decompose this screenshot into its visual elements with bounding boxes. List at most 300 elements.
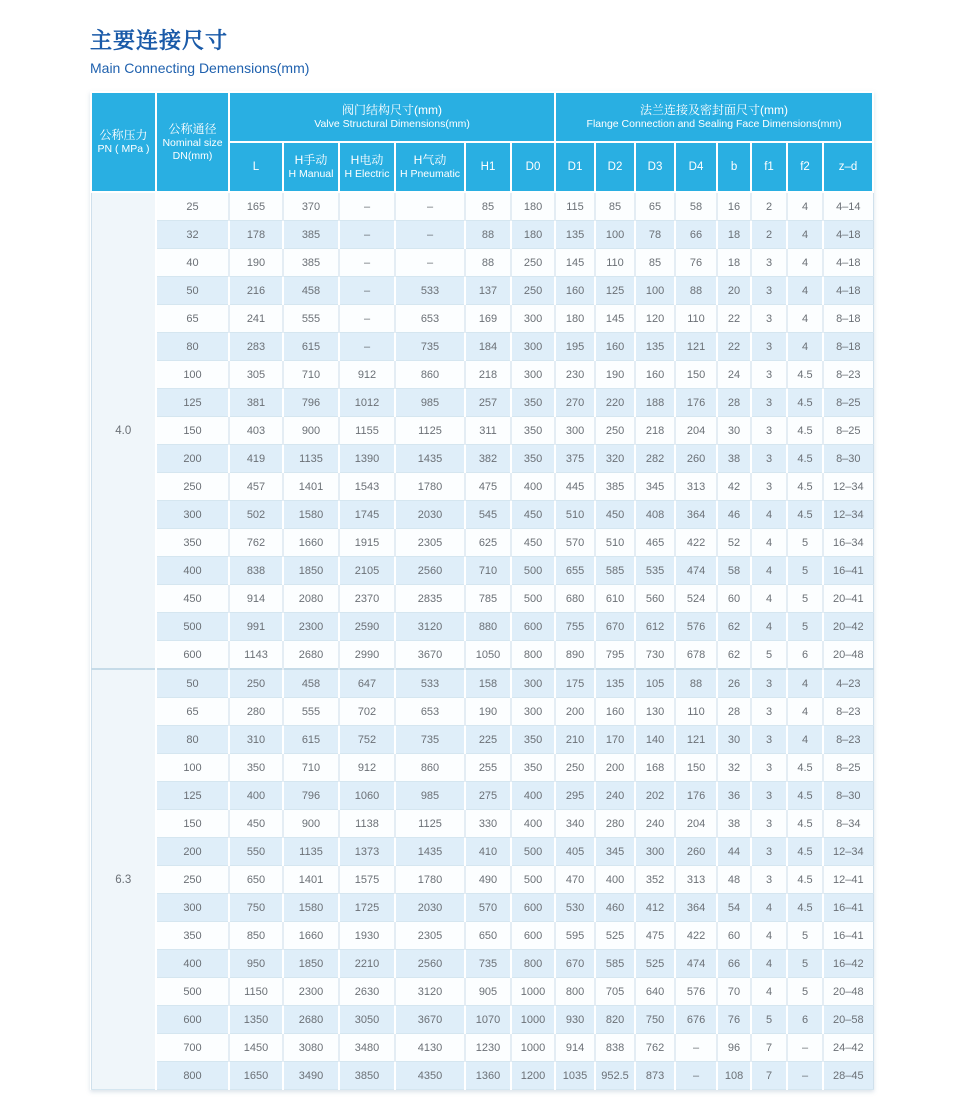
dn-cell: 200: [156, 838, 229, 866]
value-cell: 535: [635, 557, 675, 585]
value-cell: 4: [787, 726, 823, 754]
value-cell: 653: [395, 698, 465, 726]
value-cell: 4: [751, 950, 787, 978]
value-cell: 458: [283, 669, 339, 698]
value-cell: 305: [229, 361, 283, 389]
value-cell: 169: [465, 305, 511, 333]
value-cell: 28–45: [823, 1062, 873, 1090]
value-cell: 255: [465, 754, 511, 782]
dn-cell: 125: [156, 389, 229, 417]
value-cell: 1660: [283, 922, 339, 950]
value-cell: 490: [465, 866, 511, 894]
value-cell: 385: [283, 221, 339, 249]
value-cell: 204: [675, 417, 717, 445]
value-cell: 710: [283, 361, 339, 389]
value-cell: 28: [717, 698, 751, 726]
value-cell: 16–41: [823, 557, 873, 585]
table-row: [91, 838, 873, 866]
value-cell: 5: [787, 613, 823, 641]
value-cell: 105: [635, 669, 675, 698]
value-cell: 705: [595, 978, 635, 1006]
value-cell: 190: [595, 361, 635, 389]
value-cell: 16–41: [823, 922, 873, 950]
value-cell: 300: [511, 698, 555, 726]
value-cell: 912: [339, 361, 395, 389]
value-cell: 135: [555, 221, 595, 249]
value-cell: 408: [635, 501, 675, 529]
dn-cell: 400: [156, 950, 229, 978]
value-cell: 3050: [339, 1006, 395, 1034]
value-cell: 450: [595, 501, 635, 529]
value-cell: 218: [465, 361, 511, 389]
value-cell: 85: [595, 192, 635, 221]
value-cell: 752: [339, 726, 395, 754]
value-cell: –: [787, 1034, 823, 1062]
value-cell: 3: [751, 445, 787, 473]
value-cell: 400: [229, 782, 283, 810]
header-col-h-pneumatic: [395, 142, 465, 192]
value-cell: 585: [595, 950, 635, 978]
value-cell: 4.5: [787, 389, 823, 417]
value-cell: 24: [717, 361, 751, 389]
value-cell: 4130: [395, 1034, 465, 1062]
value-cell: 30: [717, 417, 751, 445]
table-row: [91, 613, 873, 641]
value-cell: 3: [751, 417, 787, 445]
value-cell: 218: [635, 417, 675, 445]
dn-cell: 25: [156, 192, 229, 221]
value-cell: 320: [595, 445, 635, 473]
header-col-d3-label: D3: [647, 161, 663, 173]
value-cell: 475: [635, 922, 675, 950]
value-cell: 502: [229, 501, 283, 529]
value-cell: 670: [555, 950, 595, 978]
value-cell: 2030: [395, 501, 465, 529]
value-cell: 702: [339, 698, 395, 726]
value-cell: 160: [555, 277, 595, 305]
value-cell: 4: [751, 922, 787, 950]
dn-cell: 800: [156, 1062, 229, 1090]
value-cell: –: [675, 1034, 717, 1062]
value-cell: 470: [555, 866, 595, 894]
value-cell: 905: [465, 978, 511, 1006]
value-cell: 20–48: [823, 641, 873, 670]
value-cell: 300: [511, 669, 555, 698]
value-cell: 260: [675, 445, 717, 473]
value-cell: 130: [635, 698, 675, 726]
value-cell: 170: [595, 726, 635, 754]
header-col-d1: [555, 142, 595, 192]
value-cell: 2305: [395, 922, 465, 950]
dn-cell: 350: [156, 922, 229, 950]
dn-cell: 100: [156, 754, 229, 782]
value-cell: 350: [511, 389, 555, 417]
value-cell: 860: [395, 361, 465, 389]
dn-cell: 80: [156, 333, 229, 361]
value-cell: 8–23: [823, 361, 873, 389]
dn-cell: 250: [156, 866, 229, 894]
value-cell: 510: [555, 501, 595, 529]
table-header: [91, 92, 873, 192]
value-cell: 8–34: [823, 810, 873, 838]
value-cell: 1930: [339, 922, 395, 950]
value-cell: 300: [511, 361, 555, 389]
value-cell: 4: [751, 613, 787, 641]
header-h-manual-zh: H手动: [294, 153, 328, 167]
value-cell: 676: [675, 1006, 717, 1034]
value-cell: 530: [555, 894, 595, 922]
value-cell: 785: [465, 585, 511, 613]
value-cell: 4: [751, 501, 787, 529]
value-cell: 3: [751, 473, 787, 501]
value-cell: 350: [511, 754, 555, 782]
value-cell: 135: [635, 333, 675, 361]
value-cell: 260: [675, 838, 717, 866]
value-cell: 2080: [283, 585, 339, 613]
value-cell: 58: [717, 557, 751, 585]
value-cell: 3: [751, 866, 787, 894]
value-cell: 58: [675, 192, 717, 221]
value-cell: 625: [465, 529, 511, 557]
value-cell: 500: [511, 557, 555, 585]
value-cell: 350: [511, 726, 555, 754]
value-cell: 474: [675, 950, 717, 978]
value-cell: 311: [465, 417, 511, 445]
value-cell: 8–23: [823, 698, 873, 726]
dn-cell: 80: [156, 726, 229, 754]
dn-cell: 40: [156, 249, 229, 277]
dn-cell: 125: [156, 782, 229, 810]
value-cell: 313: [675, 473, 717, 501]
value-cell: 66: [675, 221, 717, 249]
value-cell: 178: [229, 221, 283, 249]
value-cell: 4.5: [787, 473, 823, 501]
value-cell: 985: [395, 782, 465, 810]
value-cell: 313: [675, 866, 717, 894]
header-col-zd-label: z–d: [838, 161, 858, 173]
value-cell: 137: [465, 277, 511, 305]
value-cell: 70: [717, 978, 751, 1006]
value-cell: 4.5: [787, 445, 823, 473]
value-cell: 1050: [465, 641, 511, 670]
value-cell: 1000: [511, 1006, 555, 1034]
value-cell: 66: [717, 950, 751, 978]
value-cell: 2370: [339, 585, 395, 613]
value-cell: 450: [229, 810, 283, 838]
value-cell: –: [675, 1062, 717, 1090]
value-cell: 295: [555, 782, 595, 810]
value-cell: 4.5: [787, 894, 823, 922]
header-valve-group: [229, 92, 555, 142]
value-cell: 1780: [395, 866, 465, 894]
dn-cell: 65: [156, 305, 229, 333]
value-cell: 48: [717, 866, 751, 894]
value-cell: –: [395, 221, 465, 249]
value-cell: 4.5: [787, 417, 823, 445]
header-col-d1-label: D1: [567, 161, 583, 173]
table-row: [91, 473, 873, 501]
value-cell: 240: [595, 782, 635, 810]
header-flange-en: Flange Connection and Sealing Face Dimensions(mm): [586, 118, 842, 130]
value-cell: –: [395, 249, 465, 277]
value-cell: 54: [717, 894, 751, 922]
header-flange-zh: 法兰连接及密封面尺寸(mm): [640, 103, 789, 117]
value-cell: 3: [751, 249, 787, 277]
value-cell: 18: [717, 249, 751, 277]
value-cell: 412: [635, 894, 675, 922]
header-dn: [156, 92, 229, 192]
dn-cell: 300: [156, 501, 229, 529]
value-cell: 914: [555, 1034, 595, 1062]
table-row: [91, 810, 873, 838]
value-cell: 220: [595, 389, 635, 417]
value-cell: 600: [511, 894, 555, 922]
value-cell: 445: [555, 473, 595, 501]
value-cell: 3: [751, 277, 787, 305]
value-cell: 2630: [339, 978, 395, 1006]
value-cell: 4: [787, 249, 823, 277]
value-cell: 62: [717, 641, 751, 670]
value-cell: 400: [511, 782, 555, 810]
value-cell: 950: [229, 950, 283, 978]
value-cell: 2680: [283, 1006, 339, 1034]
header-valve-zh: 阀门结构尺寸(mm): [342, 103, 443, 117]
value-cell: 210: [555, 726, 595, 754]
value-cell: 202: [635, 782, 675, 810]
value-cell: 241: [229, 305, 283, 333]
header-col-d0: [511, 142, 555, 192]
value-cell: 647: [339, 669, 395, 698]
value-cell: 381: [229, 389, 283, 417]
value-cell: 2590: [339, 613, 395, 641]
value-cell: 160: [595, 333, 635, 361]
value-cell: 4: [787, 669, 823, 698]
value-cell: 545: [465, 501, 511, 529]
header-col-d2: [595, 142, 635, 192]
value-cell: 2305: [395, 529, 465, 557]
value-cell: 5: [751, 1006, 787, 1034]
table-row: [91, 922, 873, 950]
value-cell: 890: [555, 641, 595, 670]
table-row: [91, 445, 873, 473]
value-cell: 5: [751, 641, 787, 670]
value-cell: 670: [595, 613, 635, 641]
header-h-pneumatic-zh: H气动: [413, 153, 447, 167]
value-cell: 204: [675, 810, 717, 838]
header-h-electric-en: H Electric: [344, 168, 390, 180]
table-row: [91, 754, 873, 782]
value-cell: 533: [395, 669, 465, 698]
value-cell: 1435: [395, 445, 465, 473]
value-cell: 4.5: [787, 782, 823, 810]
value-cell: 12–34: [823, 838, 873, 866]
value-cell: 330: [465, 810, 511, 838]
value-cell: 300: [511, 333, 555, 361]
value-cell: 850: [229, 922, 283, 950]
value-cell: 345: [595, 838, 635, 866]
value-cell: 78: [635, 221, 675, 249]
table-row: [91, 389, 873, 417]
table-row: [91, 417, 873, 445]
value-cell: 4–18: [823, 277, 873, 305]
value-cell: 2030: [395, 894, 465, 922]
value-cell: 3120: [395, 613, 465, 641]
value-cell: 640: [635, 978, 675, 1006]
dn-cell: 65: [156, 698, 229, 726]
value-cell: 22: [717, 333, 751, 361]
value-cell: 1200: [511, 1062, 555, 1090]
value-cell: 400: [595, 866, 635, 894]
value-cell: 3: [751, 389, 787, 417]
value-cell: 410: [465, 838, 511, 866]
value-cell: 555: [283, 305, 339, 333]
value-cell: 3: [751, 333, 787, 361]
value-cell: –: [339, 305, 395, 333]
value-cell: 195: [555, 333, 595, 361]
value-cell: 560: [635, 585, 675, 613]
value-cell: 750: [229, 894, 283, 922]
value-cell: 4.5: [787, 838, 823, 866]
value-cell: 1580: [283, 501, 339, 529]
table-row: [91, 698, 873, 726]
value-cell: 145: [595, 305, 635, 333]
value-cell: 800: [511, 950, 555, 978]
value-cell: 2105: [339, 557, 395, 585]
value-cell: 200: [555, 698, 595, 726]
value-cell: 500: [511, 866, 555, 894]
value-cell: 176: [675, 389, 717, 417]
value-cell: 1850: [283, 557, 339, 585]
value-cell: 4350: [395, 1062, 465, 1090]
table-row: [91, 1006, 873, 1034]
value-cell: 125: [595, 277, 635, 305]
value-cell: 2560: [395, 557, 465, 585]
value-cell: 300: [511, 305, 555, 333]
value-cell: 615: [283, 333, 339, 361]
value-cell: –: [339, 192, 395, 221]
value-cell: 1745: [339, 501, 395, 529]
value-cell: 1150: [229, 978, 283, 1006]
header-col-d4: [675, 142, 717, 192]
value-cell: 655: [555, 557, 595, 585]
value-cell: 2560: [395, 950, 465, 978]
header-valve-en: Valve Structural Dimensions(mm): [314, 118, 470, 130]
value-cell: –: [787, 1062, 823, 1090]
value-cell: 108: [717, 1062, 751, 1090]
table-row: [91, 726, 873, 754]
value-cell: 4: [787, 277, 823, 305]
value-cell: 283: [229, 333, 283, 361]
value-cell: 680: [555, 585, 595, 613]
value-cell: 121: [675, 726, 717, 754]
value-cell: 96: [717, 1034, 751, 1062]
value-cell: 4: [787, 221, 823, 249]
value-cell: 600: [511, 922, 555, 950]
value-cell: 250: [555, 754, 595, 782]
value-cell: 76: [717, 1006, 751, 1034]
value-cell: 230: [555, 361, 595, 389]
value-cell: 735: [465, 950, 511, 978]
value-cell: 4: [787, 333, 823, 361]
value-cell: 280: [595, 810, 635, 838]
value-cell: 576: [675, 978, 717, 1006]
value-cell: 1401: [283, 473, 339, 501]
value-cell: 595: [555, 922, 595, 950]
value-cell: 4: [751, 557, 787, 585]
value-cell: 188: [635, 389, 675, 417]
value-cell: 610: [595, 585, 635, 613]
value-cell: 615: [283, 726, 339, 754]
value-cell: 22: [717, 305, 751, 333]
value-cell: 1650: [229, 1062, 283, 1090]
dimensions-table: [90, 91, 874, 1090]
value-cell: 1125: [395, 417, 465, 445]
value-cell: 1660: [283, 529, 339, 557]
header-col-h1: [465, 142, 511, 192]
header-pn-en: PN ( MPa ): [97, 143, 150, 155]
value-cell: 585: [595, 557, 635, 585]
header-col-f2-label: f2: [800, 161, 810, 173]
table-row: [91, 894, 873, 922]
value-cell: 275: [465, 782, 511, 810]
value-cell: 20–58: [823, 1006, 873, 1034]
value-cell: 160: [595, 698, 635, 726]
value-cell: 375: [555, 445, 595, 473]
value-cell: 100: [595, 221, 635, 249]
value-cell: 8–30: [823, 782, 873, 810]
value-cell: 405: [555, 838, 595, 866]
value-cell: 3: [751, 782, 787, 810]
value-cell: 3: [751, 810, 787, 838]
value-cell: 8–25: [823, 389, 873, 417]
value-cell: 1915: [339, 529, 395, 557]
value-cell: 30: [717, 726, 751, 754]
value-cell: 576: [675, 613, 717, 641]
value-cell: 18: [717, 221, 751, 249]
value-cell: 525: [595, 922, 635, 950]
header-dn-zh: 公称通径: [168, 121, 217, 136]
value-cell: 2300: [283, 613, 339, 641]
value-cell: 650: [229, 866, 283, 894]
value-cell: 912: [339, 754, 395, 782]
value-cell: 403: [229, 417, 283, 445]
value-cell: 340: [555, 810, 595, 838]
value-cell: 168: [635, 754, 675, 782]
value-cell: 310: [229, 726, 283, 754]
value-cell: 2: [751, 221, 787, 249]
table-row: [91, 669, 873, 698]
value-cell: 150: [675, 361, 717, 389]
value-cell: 838: [229, 557, 283, 585]
table-row: [91, 305, 873, 333]
value-cell: 3490: [283, 1062, 339, 1090]
value-cell: 450: [511, 501, 555, 529]
value-cell: 250: [229, 669, 283, 698]
header-pn: [91, 92, 156, 192]
value-cell: 458: [283, 277, 339, 305]
value-cell: 1070: [465, 1006, 511, 1034]
value-cell: 38: [717, 445, 751, 473]
value-cell: 176: [675, 782, 717, 810]
value-cell: 3: [751, 754, 787, 782]
value-cell: 121: [675, 333, 717, 361]
value-cell: 1360: [465, 1062, 511, 1090]
value-cell: 2680: [283, 641, 339, 670]
header-col-b: [717, 142, 751, 192]
value-cell: 350: [511, 445, 555, 473]
value-cell: 345: [635, 473, 675, 501]
value-cell: 36: [717, 782, 751, 810]
